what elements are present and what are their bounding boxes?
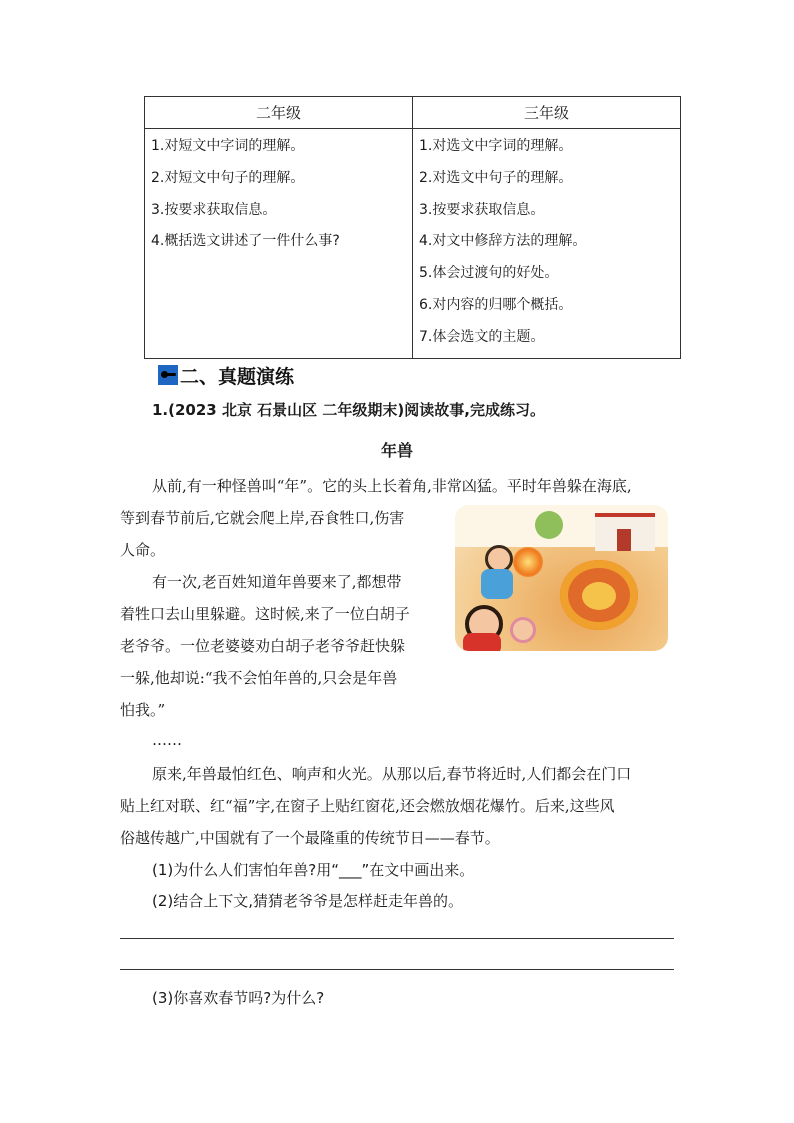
list-item: 4.概括选文讲述了一件什么事? (151, 233, 340, 250)
grade-three-cell (413, 129, 681, 359)
list-item: 1.对短文中字词的理解。 (151, 138, 305, 154)
question-title: 1.(2023 北京 石景山区 二年级期末)阅读故事,完成练习。 (152, 401, 545, 419)
story-paragraph-line: 一躲,他却说:“我不会怕年兽的,只会是年兽 (120, 669, 398, 687)
sub-question-1: (1)为什么人们害怕年兽?用“___”在文中画出来。 (152, 861, 475, 879)
story-title: 年兽 (380, 441, 413, 460)
answer-line[interactable] (120, 938, 674, 939)
list-item: 6.对内容的归哪个概括。 (419, 296, 573, 313)
header-grade-two: 二年级 (145, 97, 413, 129)
list-item: 2.对短文中句子的理解。 (151, 169, 305, 186)
story-paragraph-line: 等到春节前后,它就会爬上岸,吞食牲口,伤害 (120, 509, 405, 527)
list-item: 4.对文中修辞方法的理解。 (419, 233, 587, 250)
story-paragraph-line: 贴上红对联、红“福”字,在窗子上贴红窗花,还会燃放烟花爆竹。后来,这些风 (120, 797, 615, 815)
list-item: 7.体会选文的主题。 (419, 328, 545, 345)
header-grade-three: 三年级 (413, 97, 681, 129)
story-paragraph-line: 有一次,老百姓知道年兽要来了,都想带 (152, 573, 402, 591)
answer-line[interactable] (120, 969, 674, 970)
grade-two-cell (145, 129, 413, 359)
list-item: 2.对选文中句子的理解。 (419, 169, 573, 186)
nian-beast-illustration (455, 505, 668, 651)
story-paragraph-line: 着牲口去山里躲避。这时候,来了一位白胡子 (120, 605, 410, 623)
story-paragraph-line: 俗越传越广,中国就有了一个最隆重的传统节日——春节。 (120, 829, 500, 847)
list-item: 3.按要求获取信息。 (151, 201, 277, 218)
sub-question-3: (3)你喜欢春节吗?为什么? (152, 989, 325, 1007)
list-item: 1.对选文中字词的理解。 (419, 138, 573, 154)
story-paragraph-line: 从前,有一种怪兽叫“年”。它的头上长着角,非常凶猛。平时年兽躲在海底, (152, 477, 632, 495)
list-item: 3.按要求获取信息。 (419, 201, 545, 218)
story-paragraph-line: 老爷爷。一位老婆婆劝白胡子老爷爷赶快躲 (120, 637, 406, 655)
pencil-tip-icon (158, 365, 178, 385)
sub-question-2: (2)结合上下文,猜猜老爷爷是怎样赶走年兽的。 (152, 892, 464, 910)
story-paragraph-line: 原来,年兽最怕红色、响声和火光。从那以后,春节将近时,人们都会在门口 (152, 765, 632, 783)
story-paragraph-line: 人命。 (120, 541, 166, 559)
section-heading (158, 362, 294, 388)
grade-comparison-table (144, 96, 681, 359)
section-title: 二、真题演练 (180, 365, 295, 388)
list-item: 5.体会过渡句的好处。 (419, 265, 559, 282)
story-ellipsis: …… (152, 731, 182, 749)
story-paragraph-line: 怕我。” (120, 701, 166, 719)
